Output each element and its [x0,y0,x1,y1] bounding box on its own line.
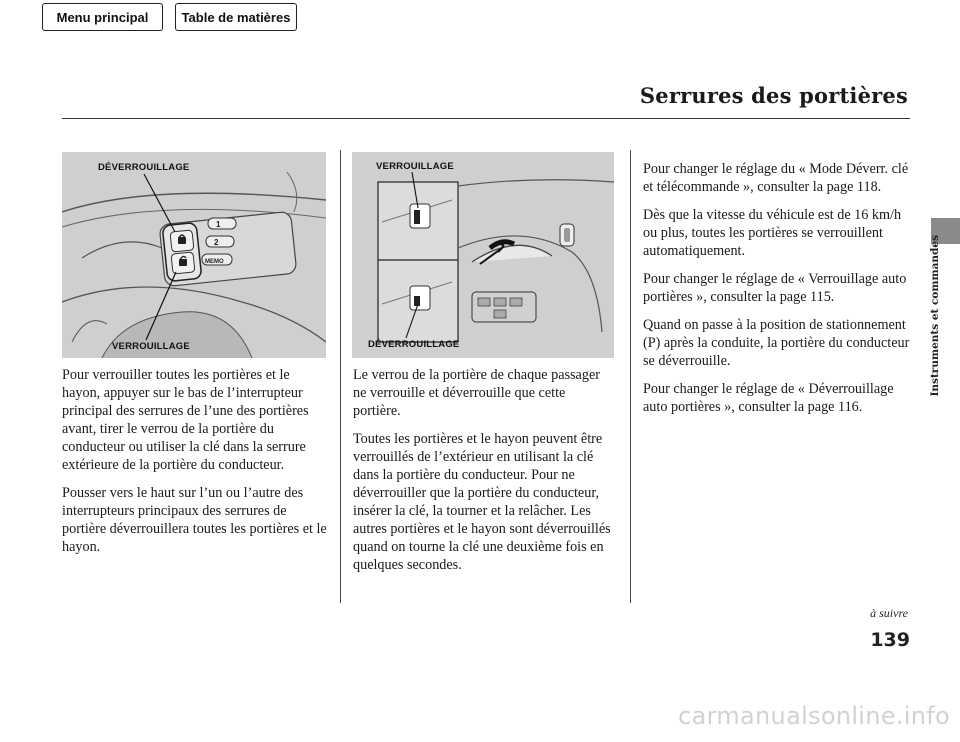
memo-button-label: MEMO [205,259,224,265]
continued-note: à suivre [870,606,908,620]
paragraph: Le verrou de la portière de chaque passager ne verrouille et déverrouille que cette portière. [353,367,600,419]
door-panel-drawing [62,152,326,358]
paragraph: Pour changer le réglage du « Mode Déverr. clé et télécommande », consulter la page 118. [643,161,909,195]
section-side-label [928,235,942,397]
paragraph: Pousser vers le haut sur l’un ou l’autre des interrupteurs principaux des serrures de portière déverrouillera toutes les portières et le hayon. [62,485,327,555]
section-side-label-text: Instruments et commandes [929,235,941,397]
paragraph: Pour changer le réglage de « Verrouillage auto portières », consulter la page 115. [643,271,907,305]
paragraph: Quand on passe à la position de stationnement (P) après la conduite, la portière du conducteur se déverrouille. [643,317,910,369]
page-number: 139 [870,629,910,651]
text-column-1 [62,366,330,566]
lock-label: VERROUILLAGE [376,161,454,172]
text-column-2 [353,366,615,584]
memory-button-2-label: 2 [214,238,219,247]
paragraph: Pour changer le réglage de « Déverrouillage auto portières », consulter la page 116. [643,381,894,415]
menu-principal-button[interactable]: Menu principal [42,3,163,31]
lock-label: VERROUILLAGE [112,341,190,352]
paragraph: Dès que la vitesse du véhicule est de 16 km/h ou plus, toutes les portières se verrouillent automatiquement. [643,207,902,259]
unlock-label: DÉVERROUILLAGE [368,339,460,350]
paragraph: Toutes les portières et le hayon peuvent être verrouillés de l’extérieur en utilisant la clé dans la portière du conducteur. Pour ne déverrouiller que la portière du conducteur, insérer la clé, la tourner et la relâcher. Les autres portières et le hayon sont déverrouillés quand on tourne la clé une deuxième fois en quelques secondes. [353,431,611,573]
watermark: carmanualsonline.info [678,702,950,730]
door-lock-drawing [352,152,614,358]
title-divider [62,118,910,119]
unlock-label: DÉVERROUILLAGE [98,162,190,173]
door-lock-tab-illustration [352,152,614,358]
text-column-3 [643,160,913,426]
memory-button-1-label: 1 [216,220,221,229]
column-divider-2 [630,150,631,603]
page-title: Serrures des portières [639,83,908,108]
master-lock-switch-illustration [62,152,326,358]
table-of-contents-button[interactable]: Table de matières [175,3,297,31]
paragraph: Pour verrouiller toutes les portières et le hayon, appuyer sur le bas de l’interrupteur principal des serrures de l’une des portières avant, tirer le verrou de la portière du conducteur ou utiliser la clé dans la serrure extérieure de la portière du conducteur. [62,367,309,473]
column-divider-1 [340,150,341,603]
